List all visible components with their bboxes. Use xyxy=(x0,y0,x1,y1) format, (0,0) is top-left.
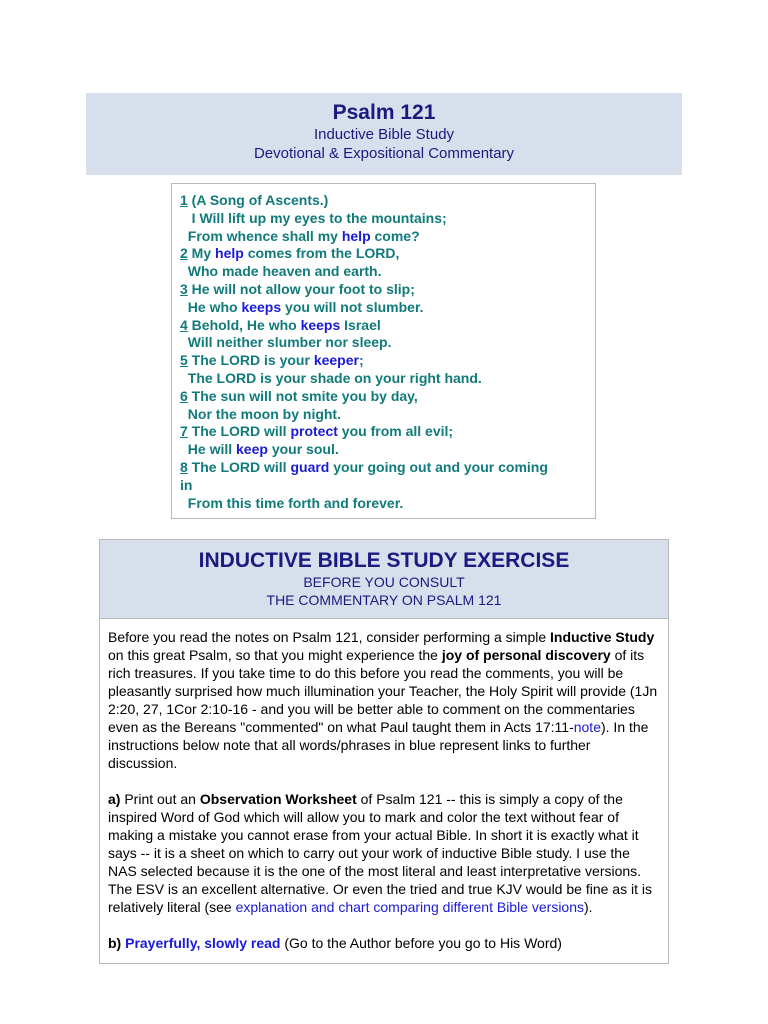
exercise-subtitle-1: BEFORE YOU CONSULT xyxy=(303,574,465,590)
verse-1-line-b: I Will lift up my eyes to the mountains; xyxy=(180,209,447,226)
page-subtitle-1: Inductive Bible Study xyxy=(313,126,455,143)
prayerfully-read-link[interactable]: Prayerfully, slowly read xyxy=(121,935,281,951)
verse-3-line-b: He who keeps you will not slumber. xyxy=(180,298,424,315)
keyword-keeps-link[interactable]: keeps xyxy=(300,316,341,333)
keyword-keep-link[interactable]: keep xyxy=(236,441,268,458)
page-title: Psalm 121 xyxy=(332,101,436,124)
verse-6-link[interactable]: 6 xyxy=(180,387,188,404)
page-header xyxy=(86,93,682,175)
verse-5-line-a: 5 The LORD is your keeper; xyxy=(180,352,364,369)
observation-worksheet-term: Observation Worksheet xyxy=(199,791,357,807)
verse-7-link[interactable]: 7 xyxy=(180,423,188,440)
bible-versions-link[interactable]: explanation and chart comparing different Bible versions xyxy=(235,899,585,915)
verse-2-line-a: 2 My help comes from the LORD, xyxy=(180,245,400,262)
verse-1-link[interactable]: 1 xyxy=(180,192,188,208)
verse-6-line-b: Nor the moon by night. xyxy=(180,405,341,422)
step-a-label: a) xyxy=(108,791,121,807)
verse-4-line-a: 4 Behold, He who keeps Israel xyxy=(180,316,381,333)
verse-2-line-b: Who made heaven and earth. xyxy=(180,263,382,280)
exercise-panel xyxy=(99,539,669,964)
intro-paragraph: Before you read the notes on Psalm 121, consider performing a simple Inductive Study on this great Psalm, so that you might experience the joy of personal discovery of its rich treasures. If you take time to do this before you read the comments, you will be pleasantly surprised how much illumination your Teacher, the Holy Spirit will provide (1Jn 2:20, 27, 1Cor 2:10-16 - and you will be better able to comment on the commentaries even as the Bereans "commented" on what Paul taught them in Acts 17:11-note). In the instructions below note that all words/phrases in blue represent links to further discussion. xyxy=(108,629,658,771)
keyword-help-link[interactable]: help xyxy=(341,227,371,244)
keyword-keeper-link[interactable]: keeper xyxy=(313,352,359,369)
inductive-study-term: Inductive Study xyxy=(550,629,655,645)
page-subtitle-2: Devotional & Expositional Commentary xyxy=(253,145,515,162)
verse-3-line-a: 3 He will not allow your foot to slip; xyxy=(180,280,415,297)
verse-8-line-a-wrap: in xyxy=(180,476,193,493)
note-link[interactable]: note xyxy=(573,719,601,735)
keyword-protect-link[interactable]: protect xyxy=(290,423,338,440)
verse-6-line-a: 6 The sun will not smite you by day, xyxy=(180,387,418,404)
keyword-help-link[interactable]: help xyxy=(215,245,244,262)
verse-7-line-b: He will keep your soul. xyxy=(180,441,339,458)
step-b-paragraph: b) Prayerfully, slowly read (Go to the Author before you go to His Word) xyxy=(108,935,562,951)
joy-of-discovery-term: joy of personal discovery xyxy=(441,647,611,663)
step-a-paragraph: a) Print out an Observation Worksheet of Psalm 121 -- this is simply a copy of the inspired Word of God which will allow you to mark and color the text without fear of making a mistake you cannot erase from your actual Bible. In short it is exactly what it says -- it is a sheet on which to carry out your work of inductive Bible study. I use the NAS selected because it is the one of the most literal and least interpretative versions. The ESV is an excellent alternative. Or even the tried and true KJV would be fine as it is relatively literal (see explanation and chart comparing different Bible versions). xyxy=(108,791,652,915)
verse-5-line-b: The LORD is your shade on your right hand. xyxy=(180,369,482,386)
verse-1-line-c: From whence shall my help come? xyxy=(180,227,420,244)
verse-4-line-b: Will neither slumber nor sleep. xyxy=(180,334,392,351)
verse-5-link[interactable]: 5 xyxy=(180,352,188,369)
verse-2-link[interactable]: 2 xyxy=(180,245,188,262)
verse-3-link[interactable]: 3 xyxy=(180,280,188,297)
step-b-label: b) xyxy=(108,935,122,951)
keyword-keeps-link[interactable]: keeps xyxy=(241,298,282,315)
exercise-title: INDUCTIVE BIBLE STUDY EXERCISE xyxy=(198,549,570,572)
verse-8-line-b: From this time forth and forever. xyxy=(180,494,404,511)
verse-7-line-a: 7 The LORD will protect you from all evil; xyxy=(180,423,454,440)
verse-1-line-a: 1 (A Song of Ascents.) xyxy=(180,192,329,208)
verse-8-link[interactable]: 8 xyxy=(180,458,188,475)
exercise-subtitle-2: THE COMMENTARY ON PSALM 121 xyxy=(266,592,502,608)
keyword-guard-link[interactable]: guard xyxy=(290,458,330,475)
verse-8-line-a: 8 The LORD will guard your going out and your coming xyxy=(180,458,548,475)
exercise-header xyxy=(100,540,668,619)
psalm-text-box xyxy=(171,183,596,519)
exercise-body xyxy=(100,619,668,952)
verse-4-link[interactable]: 4 xyxy=(180,316,188,333)
